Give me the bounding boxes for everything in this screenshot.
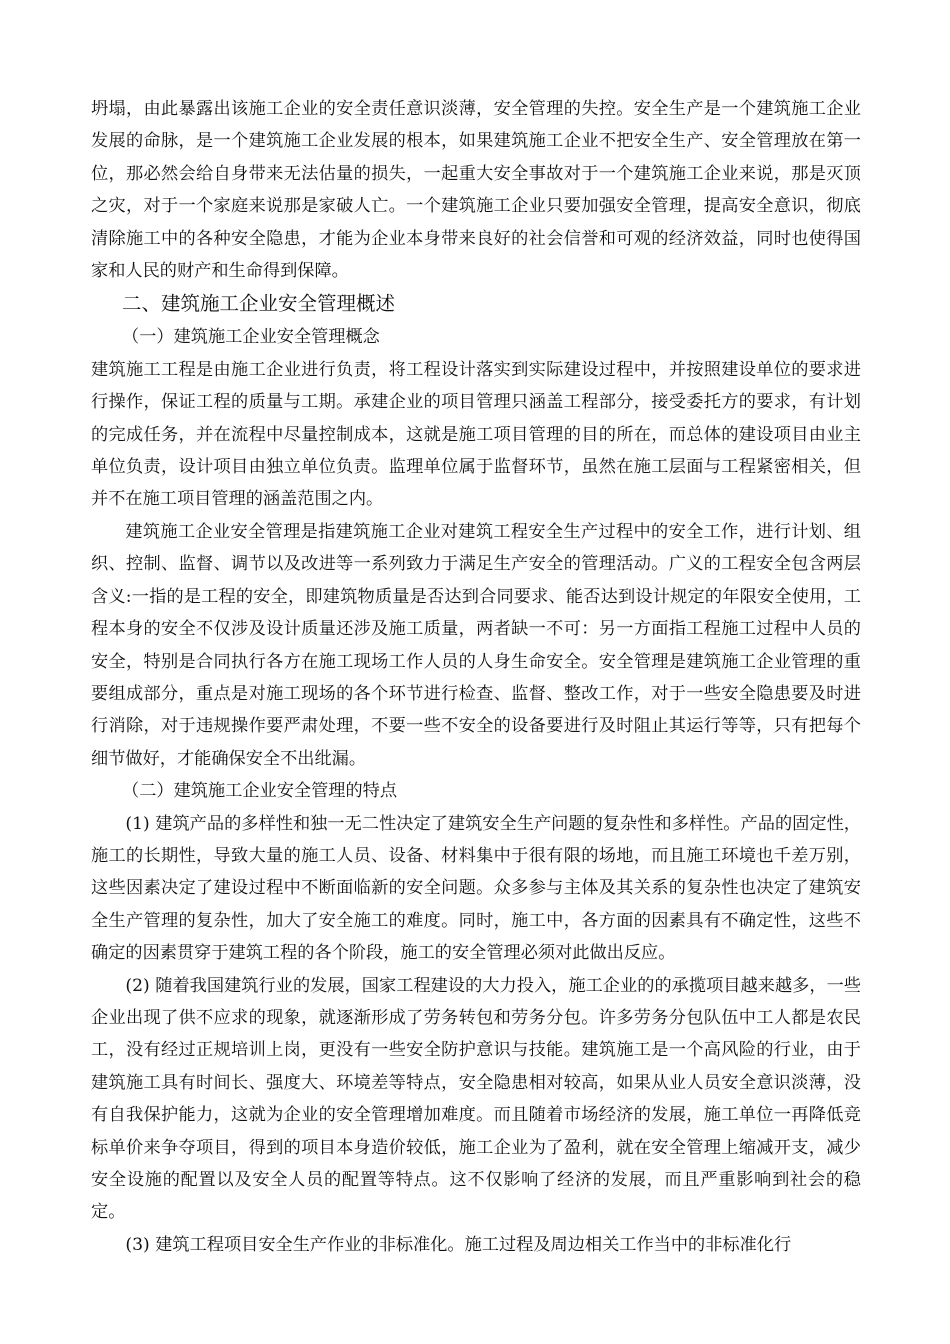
paragraph-feature-3: (3) 建筑工程项目安全生产作业的非标准化。施工过程及周边相关工作当中的非标准化行	[125, 1234, 792, 1255]
paragraph-concept: 建筑施工工程是由施工企业进行负责，将工程设计落实到实际建设过程中，并按照建设单位的要求进行操作，保证工程的质量与工期。承建企业的项目管理只涵盖工程部分，接受委托方的要求，有计划的完成任务，并在流程中尽量控制成本，这就是施工项目管理的目的所在，而总体的建设项目由业主单位负责，设计项目由独立单位负责。监理单位属于监督环节，虽然在施工层面与工程紧密相关，但并不在施工项目管理的涵盖范围之内。	[91, 359, 861, 510]
paragraph-feature-2: (2) 随着我国建筑行业的发展，国家工程建设的大力投入，施工企业的的承揽项目越来越多，一些企业出现了供不应求的现象，就逐渐形成了劳务转包和劳务分包。许多劳务分包队伍中工人都是农民工，没有经过正规培训上岗，更没有一些安全防护意识与技能。建筑施工是一个高风险的行业，由于建筑施工具有时间长、强度大、环境差等特点，安全隐患相对较高，如果从业人员安全意识淡薄，没有自我保护能力，这就为企业的安全管理增加难度。而且随着市场经济的发展，施工单位一再降低竞标单价来争夺项目，得到的项目本身造价较低，施工企业为了盈利，就在安全管理上缩减开支，减少安全设施的配置以及安全人员的配置等特点。这不仅影响了经济的发展，而且严重影响到社会的稳定。	[91, 975, 861, 1223]
subsection-heading-concept: （一）建筑施工企业安全管理概念	[122, 327, 380, 348]
subsection-heading-features: （二）建筑施工企业安全管理的特点	[122, 781, 398, 802]
paragraph-safety-management-definition: 建筑施工企业安全管理是指建筑施工企业对建筑工程安全生产过程中的安全工作，进行计划、组织、控制、监督、调节以及改进等一系列致力于满足生产安全的管理活动。广义的工程安全包含两层含义:一指的是工程的安全，即建筑物质量是否达到合同要求、能否达到设计规定的年限安全使用，工程本身的安全不仅涉及设计质量还涉及施工质量，两者缺一不可：另一方面指工程施工过程中人员的安全，特别是合同执行各方在施工现场工作人员的人身生命安全。安全管理是建筑施工企业管理的重要组成部分，重点是对施工现场的各个环节进行检查、监督、整改工作，对于一些安全隐患要及时进行消除，对于违规操作要严肃处理，不要一些不安全的设备要进行及时阻止其运行等等，只有把每个细节做好，才能确保安全不出纰漏。	[91, 521, 861, 769]
document-page	[91, 93, 861, 1261]
paragraph-feature-1: (1) 建筑产品的多样性和独一无二性决定了建筑安全生产问题的复杂性和多样性。产品的固定性，施工的长期性，导致大量的施工人员、设备、材料集中于很有限的场地，而且施工环境也千差万别，这些因素决定了建设过程中不断面临新的安全问题。众多参与主体及其关系的复杂性也决定了建筑安全生产管理的复杂性，加大了安全施工的难度。同时，施工中，各方面的因素具有不确定性，这些不确定的因素贯穿于建筑工程的各个阶段，施工的安全管理必须对此做出反应。	[91, 813, 861, 964]
paragraph-intro-continuation: 坍塌，由此暴露出该施工企业的安全责任意识淡薄，安全管理的失控。安全生产是一个建筑施工企业发展的命脉，是一个建筑施工企业发展的根本，如果建筑施工企业不把安全生产、安全管理放在第一位，那必然会给自身带来无法估量的损失，一起重大安全事故对于一个建筑施工企业来说，那是灭顶之灾，对于一个家庭来说那是家破人亡。一个建筑施工企业只要加强安全管理，提高安全意识，彻底清除施工中的各种安全隐患，才能为企业本身带来良好的社会信誉和可观的经济效益，同时也使得国家和人民的财产和生命得到保障。	[91, 99, 861, 282]
section-heading: 二、建筑施工企业安全管理概述	[122, 292, 396, 316]
